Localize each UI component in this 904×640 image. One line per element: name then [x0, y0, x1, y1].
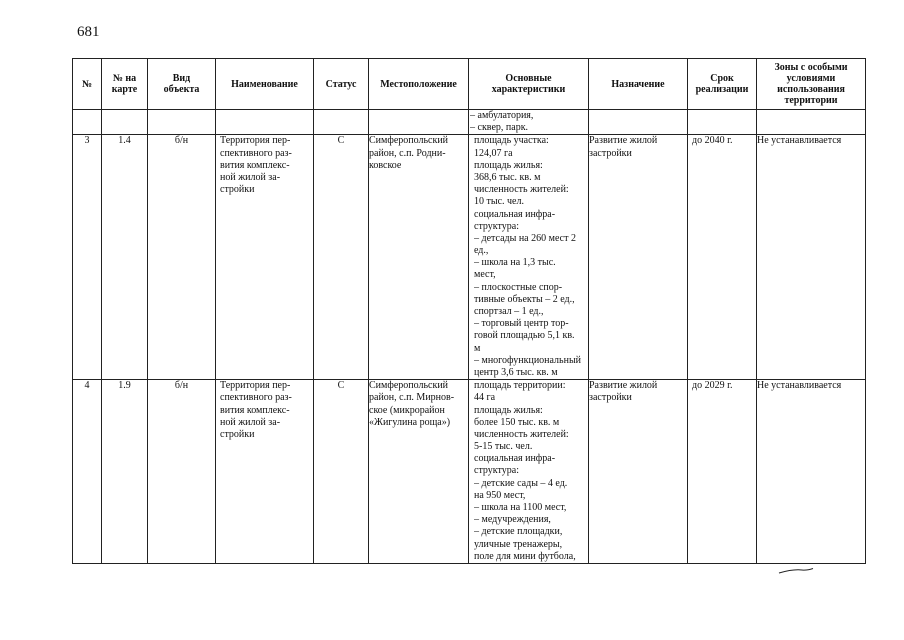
row-location: Симферопольский район, с.п. Мирнов- ское (микрорайон «Жигулина роща») — [369, 380, 469, 564]
row-object-type: б/н — [148, 380, 216, 564]
row-purpose: Развитие жилой застройки — [589, 135, 688, 380]
row-name: Территория пер- спективного раз- вития комплекс- ной жилой за- стройки — [216, 380, 314, 564]
row-deadline: до 2040 г. — [688, 135, 757, 380]
row-purpose: Развитие жилой застройки — [589, 380, 688, 564]
header-name: Наименование — [216, 59, 314, 110]
row-number: 4 — [73, 380, 102, 564]
row-characteristics: площадь территории: 44 га площадь жилья: более 150 тыс. кв. м численность жителей: 5-15 тыс. чел. социальная инфра- структура: – детские сады – 4 ед. на 950 мест, – школа на 1100 мест, – медучреждения, – детские площадки, уличные тренажеры, поле для мини футбола, — [469, 380, 589, 564]
header-location: Местоположение — [369, 59, 469, 110]
row-zones: Не устанавливается — [757, 135, 866, 380]
row-status: С — [314, 135, 369, 380]
table-row-continuation — [73, 110, 866, 135]
table-row — [73, 135, 866, 380]
header-zones: Зоны с особыми условиями использования территории — [757, 59, 866, 110]
row-deadline: до 2029 г. — [688, 380, 757, 564]
table-header-row — [73, 59, 866, 110]
row-name: Территория пер- спективного раз- вития комплекс- ной жилой за- стройки — [216, 135, 314, 380]
header-characteristics: Основные характеристики — [469, 59, 589, 110]
objects-table — [72, 58, 866, 564]
row-map-number: 1.9 — [102, 380, 148, 564]
row-object-type: б/н — [148, 135, 216, 380]
continuation-characteristics — [469, 110, 589, 135]
header-status: Статус — [314, 59, 369, 110]
header-purpose: Назначение — [589, 59, 688, 110]
row-status: С — [314, 380, 369, 564]
header-deadline: Срок реализации — [688, 59, 757, 110]
row-zones: Не устанавливается — [757, 380, 866, 564]
table-row — [73, 380, 866, 564]
row-location: Симферопольский район, с.п. Родни- ковское — [369, 135, 469, 380]
header-object-type: Вид объекта — [148, 59, 216, 110]
signature-mark — [778, 568, 814, 574]
row-number: 3 — [73, 135, 102, 380]
header-number: № — [73, 59, 102, 110]
page-number: 681 — [77, 24, 100, 40]
characteristic-line: – амбулатория, — [470, 110, 534, 121]
row-characteristics: площадь участка: 124,07 га площадь жилья: 368,6 тыс. кв. м численность жителей: 10 тыс. чел. социальная инфра- структура: – детсады на 260 мест 2 ед., – школа на 1,3 тыс. мест, – плоскостные спор- тивные объекты – 2 ед., спортзал – 1 ед., – торговый центр тор- говой площадью 5,1 кв. м – многофункциональный центр 3,6 тыс. кв. м — [469, 135, 589, 380]
row-map-number: 1.4 — [102, 135, 148, 380]
characteristic-line: – сквер, парк. — [470, 122, 529, 134]
header-map-number: № на карте — [102, 59, 148, 110]
